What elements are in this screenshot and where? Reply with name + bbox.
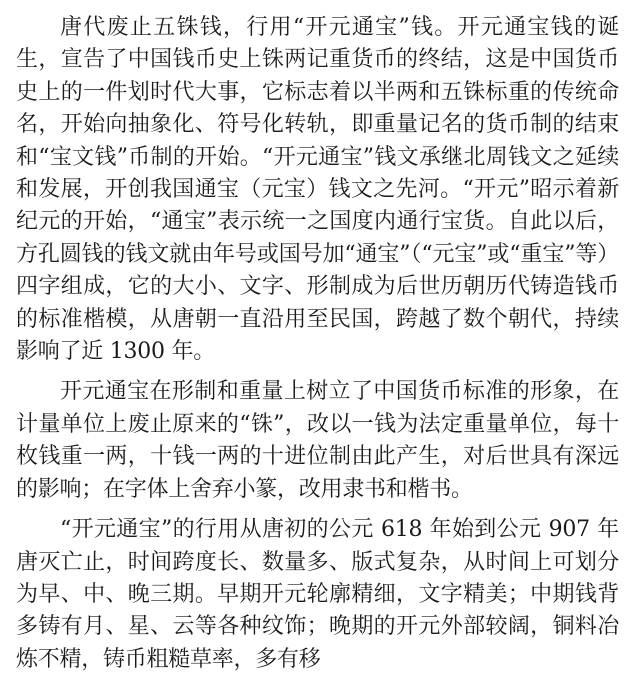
paragraph-1-text: 唐代废止五铢钱，行用“开元通宝”钱。开元通宝钱的诞生，宣告了中国钱币史上铢两记重货币的终结，这是中国货币史上的一件划时代大事，它标志着以半两和五铢标重的传统命名，开始向抽象化、符号化转轨，即重量记名的货币制的结束和“宝文钱”币制的开始。“开元通宝”钱文承继北周钱文之延续和发展，开创我国通宝（元宝）钱文之先河。“开元”昭示着新纪元的开始，“通宝”表示统一之国度内通行宝货。自此以后，方孔圆钱的钱文就由年号或国号加“通宝”（“元宝”或“重宝”等）四字组成，它的大小、文字、形制成为后世历朝历代铸造钱币的标准楷模，从唐朝一直沿用至民国，跨越了数个朝代，持续影响了近 1300 年。 xyxy=(16,15,619,365)
paragraph-1 xyxy=(16,12,619,368)
paragraph-2 xyxy=(16,376,619,506)
paragraph-2-text: 开元通宝在形制和重量上树立了中国货币标准的形象，在计量单位上废止原来的“铢”，改以一钱为法定重量单位，每十枚钱重一两，十钱一两的十进位制由此产生，对后世具有深远的影响；在字体上舍弃小篆，改用隶书和楷书。 xyxy=(16,379,619,502)
paragraph-3-text: “开元通宝”的行用从唐初的公元 618 年始到公元 907 年唐灭亡止，时间跨度长、数量多、版式复杂，从时间上可划分为早、中、晚三期。早期开元轮廓精细，文字精美；中期钱背多铸有月、星、云等各种纹饰；晚期的开元外部较阔，铜料冶炼不精，铸币粗糙草率，多有移 xyxy=(16,517,619,672)
paragraph-3 xyxy=(16,514,619,676)
